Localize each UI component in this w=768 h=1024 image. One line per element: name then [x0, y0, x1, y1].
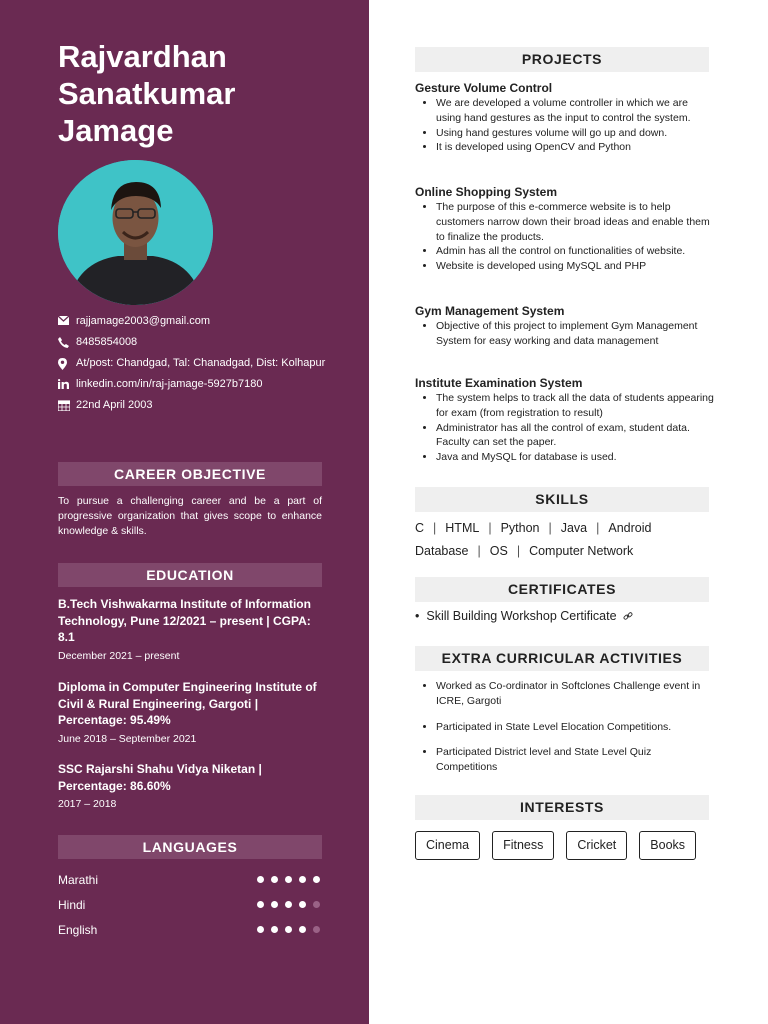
calendar-icon [58, 398, 76, 411]
project-title: Online Shopping System [415, 185, 558, 199]
interest-chip: Books [639, 831, 696, 860]
person-portrait-icon [58, 160, 213, 305]
education-heading: EDUCATION [58, 563, 322, 587]
project-item [415, 303, 715, 349]
language-row [58, 892, 322, 917]
education-item [58, 596, 322, 663]
project-title: Gym Management System [415, 304, 565, 318]
project-bullet: • Java and MySQL for database is used. [436, 450, 715, 465]
contact-info [58, 314, 328, 419]
education-item [58, 761, 322, 811]
level-dot-filled [313, 876, 320, 883]
languages-list [58, 867, 322, 942]
project-title: Gesture Volume Control [415, 81, 553, 95]
level-dot-filled [257, 901, 264, 908]
project-bullet: • Admin has all the control on functionalities of website. [436, 244, 715, 259]
skill-item: HTML [445, 521, 480, 535]
level-dot-filled [285, 901, 292, 908]
level-dot-empty [313, 926, 320, 933]
certificates-heading: CERTIFICATES [415, 577, 709, 602]
skill-item: Python [500, 521, 540, 535]
education-dates: 2017 – 2018 [58, 798, 117, 810]
certificate-text: Skill Building Workshop Certificate [426, 609, 617, 623]
project-item [415, 80, 715, 155]
project-bullet: • Using hand gestures volume will go up and down. [436, 126, 715, 141]
extra-curricular-heading: EXTRA CURRICULAR ACTIVITIES [415, 646, 709, 671]
name-line-2: Sanatkumar [58, 76, 236, 111]
linkedin-text: linkedin.com/in/raj-jamage-5927b7180 [76, 378, 263, 390]
extra-curricular-list [415, 679, 715, 786]
languages-heading: LANGUAGES [58, 835, 322, 859]
skill-item: Computer Network [529, 544, 634, 558]
education-dates: June 2018 – September 2021 [58, 732, 197, 745]
contact-linkedin[interactable] [58, 377, 328, 392]
profile-photo [58, 160, 213, 305]
level-dot-filled [271, 876, 278, 883]
project-title: Institute Examination System [415, 376, 583, 390]
language-level-dots [257, 876, 320, 883]
location-pin-icon [58, 356, 76, 370]
skills-line: Database | OS | Computer Network [415, 544, 634, 558]
education-degree: Diploma in Computer Engineering Institute of Civil & Rural Engineering, Gargoti | Percentage: 95.49% [58, 680, 317, 727]
project-item [415, 184, 715, 274]
career-objective-heading: CAREER OBJECTIVE [58, 462, 322, 486]
contact-address [58, 356, 328, 371]
skill-item: Android [608, 521, 652, 535]
contact-phone[interactable] [58, 335, 328, 350]
education-degree: B.Tech Vishwakarma Institute of Information Technology, Pune 12/2021 – present | CGPA: 8.1 [58, 597, 311, 644]
language-level-dots [257, 901, 320, 908]
linkedin-icon [58, 377, 76, 389]
project-bullet: • Administrator has all the control of exam, student data. Faculty can set the paper. [436, 421, 715, 451]
language-row [58, 917, 322, 942]
activity-item: • Participated District level and State Level Quiz Competitions [436, 745, 715, 775]
project-bullet: • The purpose of this e-commerce website is to help customers narrow down their broad ideas and enable them to finalize the products. [436, 200, 715, 244]
skills-list [415, 517, 715, 563]
phone-icon [58, 335, 76, 348]
contact-dob [58, 398, 328, 413]
contact-email[interactable] [58, 314, 328, 329]
language-name: English [58, 922, 98, 937]
language-row [58, 867, 322, 892]
level-dot-filled [257, 926, 264, 933]
interest-chip: Cinema [415, 831, 480, 860]
activity-item: • Participated in State Level Elocation Competitions. [436, 720, 715, 735]
education-item [58, 679, 322, 746]
activity-item: • Worked as Co-ordinator in Softclones Challenge event in ICRE, Gargoti [436, 679, 715, 709]
career-objective-text: To pursue a challenging career and be a part of progressive organization that gives scope to enhance knowledge & skills. [58, 495, 322, 537]
project-bullet: • We are developed a volume controller in which we are using hand gestures as the input to control the system. [436, 96, 715, 126]
interests-list [415, 831, 696, 860]
project-bullet: • It is developed using OpenCV and Python [436, 140, 715, 155]
address-text: At/post: Chandgad, Tal: Chanadgad, Dist: Kolhapur [76, 357, 326, 369]
skill-item: Database [415, 544, 469, 558]
level-dot-filled [285, 926, 292, 933]
phone-text: 8485854008 [76, 336, 138, 348]
interests-heading: INTERESTS [415, 795, 709, 820]
language-level-dots [257, 926, 320, 933]
education-degree: SSC Rajarshi Shahu Vidya Niketan | Percentage: 86.60% [58, 762, 262, 793]
project-bullet: • The system helps to track all the data of students appearing for exam (from registration to result) [436, 391, 715, 421]
link-icon[interactable] [623, 611, 633, 621]
project-item [415, 375, 715, 465]
email-text: rajjamage2003@gmail.com [76, 315, 211, 327]
level-dot-filled [299, 926, 306, 933]
language-name: Hindi [58, 897, 86, 912]
skills-heading: SKILLS [415, 487, 709, 512]
sidebar [0, 0, 369, 1024]
project-bullet: • Website is developed using MySQL and PHP [436, 259, 715, 274]
name-line-3: Jamage [58, 113, 174, 148]
certificate-item[interactable]: • Skill Building Workshop Certificate [415, 609, 633, 623]
interest-chip: Fitness [492, 831, 554, 860]
skills-line: C | HTML | Python | Java | Android [415, 521, 652, 535]
level-dot-filled [271, 901, 278, 908]
skill-item: C [415, 521, 425, 535]
interest-chip: Cricket [566, 831, 627, 860]
projects-heading: PROJECTS [415, 47, 709, 72]
level-dot-empty [313, 901, 320, 908]
dob-text: 22nd April 2003 [76, 399, 153, 411]
level-dot-filled [299, 876, 306, 883]
skill-item: OS [489, 544, 508, 558]
candidate-name [58, 38, 358, 149]
education-dates: December 2021 – present [58, 649, 180, 662]
level-dot-filled [271, 926, 278, 933]
skill-item: Java [560, 521, 588, 535]
language-name: Marathi [58, 872, 99, 887]
project-bullet: • Objective of this project to implement Gym Management System for easy working and data management [436, 319, 715, 349]
name-line-1: Rajvardhan [58, 39, 227, 74]
level-dot-filled [257, 876, 264, 883]
level-dot-filled [285, 876, 292, 883]
envelope-icon [58, 314, 76, 325]
level-dot-filled [299, 901, 306, 908]
